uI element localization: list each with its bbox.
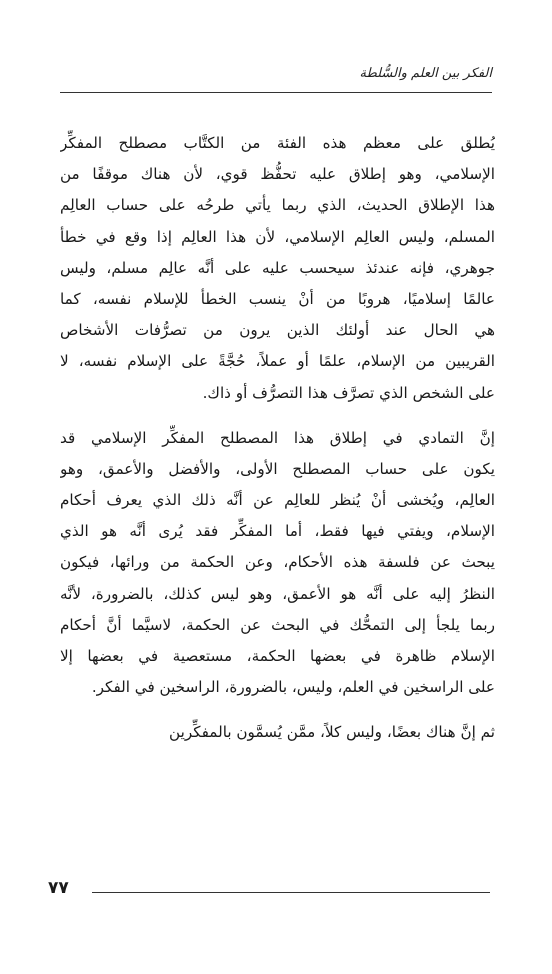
footer-rule [92, 892, 490, 893]
text-line: على الشخص الذي تصرَّف هذا التصرُّف أو ذاك. [202, 383, 495, 402]
paragraph [60, 717, 495, 748]
text-line: يُطلق على معظم هذه الفئة من الكتَّاب مصطلح المفكِّر [60, 134, 495, 152]
text-line: عالمًا إسلاميًا، هروبًا من أنْ ينسب الخطأ للإسلام نفسه، كما [60, 289, 495, 308]
text-line: النظرُ إليه على أنَّه هو الأعمق، وهو ليس كذلك، بالضرورة، لأنَّه [60, 584, 495, 603]
paragraph-gap [60, 703, 495, 717]
paragraph [60, 128, 495, 409]
page-number: ٧٧ [48, 878, 69, 898]
text-line: يبحث عن فلسفة هذه الأحكام، وعن الحكمة من ورائها، فيكون [60, 553, 495, 572]
running-header: الفكر بين العلم والسُّلطة [359, 66, 492, 81]
text-line: القريبين من الإسلام، علمًا أو عملاً، حُجَّةً على الإسلام نفسه، لا [60, 352, 495, 371]
text-line: الإسلام، ويفتي فيها فقط، أما المفكِّر فقد يُرى أنَّه هو الذي [60, 522, 495, 541]
text-line: ربما يلجأ إلى التمحُّك في البحث عن الحكمة، لاسيَّما أنَّ أحكام [60, 615, 495, 634]
text-line: الإسلام ظاهرة في بعضها الحكمة، مستعصية في بعضها إلا [60, 647, 495, 665]
text-line: يكون على حساب المصطلح الأولى، والأفضل والأعمق، وهو [60, 459, 495, 478]
text-line: هي الحال عند أولئك الذين يرون من تصرُّفات الأشخاص [60, 321, 495, 340]
paragraph [60, 423, 495, 704]
text-line: العالِم، ويُخشى أنْ يُنظر للعالِم عن أنَّه ذلك الذي يعرف أحكام [60, 491, 495, 510]
paragraph-gap [60, 409, 495, 423]
text-line: على الراسخين في العلم، وليس، بالضرورة، الراسخين في الفكر. [91, 678, 495, 697]
text-line: ثم إنَّ هناك بعضًا، وليس كلاً، ممَّن يُسمَّون بالمفكِّرين [169, 723, 495, 742]
header-rule [60, 92, 492, 93]
text-line: المسلم، وليس العالِم الإسلامي، لأن هذا العالِم إذا وقع في خطأ [60, 227, 495, 246]
text-line: الإسلامي، وهو إطلاق عليه تحفُّظ قوي، لأن هناك موقفًا من [60, 165, 495, 184]
body-text [60, 128, 495, 749]
text-line: هذا الإطلاق الحديث، الذي ربما يأتي طرحُه على حساب العالِم [60, 196, 495, 215]
text-line: جوهري، فإنه عندئذ سيحسب عليه على أنَّه عالِم مسلم، وليس [60, 258, 495, 277]
text-line: إنَّ التمادي في إطلاق هذا المصطلح المفكِّر الإسلامي قد [60, 428, 495, 447]
